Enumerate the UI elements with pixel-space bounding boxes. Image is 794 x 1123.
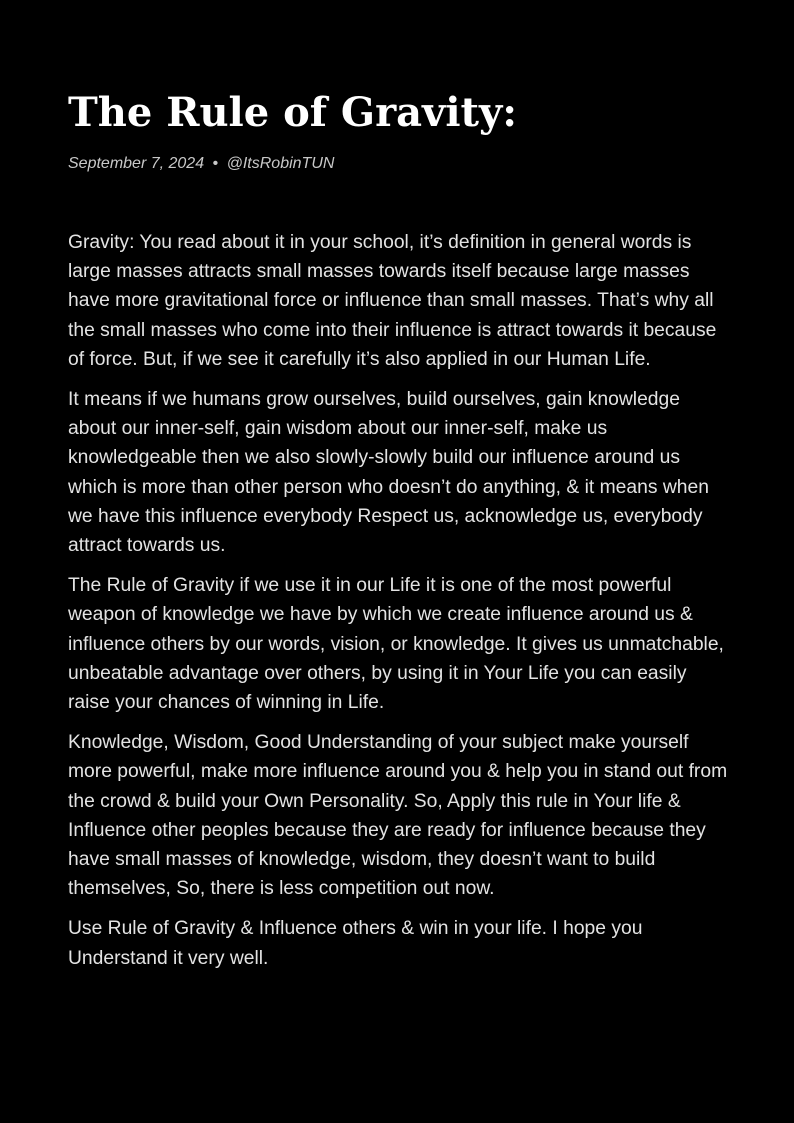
paragraph-2: It means if we humans grow ourselves, build ourselves, gain knowledge about our inner-self, gain wisdom about our inner-self, make us knowledgeable then we also slowly-slowly build our influence around us which is more than other person who doesn’t do anything, & it means when we have this influence everybody Respect us, acknowledge us, everybody attract towards us. (68, 389, 709, 557)
meta-separator: • (212, 155, 219, 172)
paragraph-5: Use Rule of Gravity & Influence others & win in your life. I hope you Understand it very well. (68, 918, 643, 969)
paragraph-3: The Rule of Gravity if we use it in our Life it is one of the most powerful weapon of knowledge we have by which we create influence around us & influence others by our words, vision, or knowledge. It gives us unmatchable, unbeatable advantage over others, by using it in Your Life you can easily raise your chances of winning in Life. (68, 575, 724, 714)
publish-date: September 7, 2024 (68, 155, 205, 172)
article-title: The Rule of Gravity: (68, 89, 518, 136)
article-meta (68, 154, 732, 174)
article (68, 88, 732, 984)
paragraph-1: Gravity: You read about it in your school, it’s definition in general words is large masses attracts small masses towards itself because large masses have more gravitational force or influence than small masses. That’s why all the small masses who come into their influence is attract towards it because of force. But, if we see it carefully it’s also applied in our Human Life. (68, 232, 717, 370)
paragraph-4: Knowledge, Wisdom, Good Understanding of your subject make yourself more powerful, make more influence around you & help you in stand out from the crowd & build your Own Personality. So, Apply this rule in Your life & Influence other peoples because they are ready for influence because they have small masses of knowledge, wisdom, they doesn’t want to build themselves, So, there is less competition out now. (68, 732, 728, 900)
author-handle: @ItsRobinTUN (226, 155, 335, 172)
article-body (68, 228, 732, 973)
